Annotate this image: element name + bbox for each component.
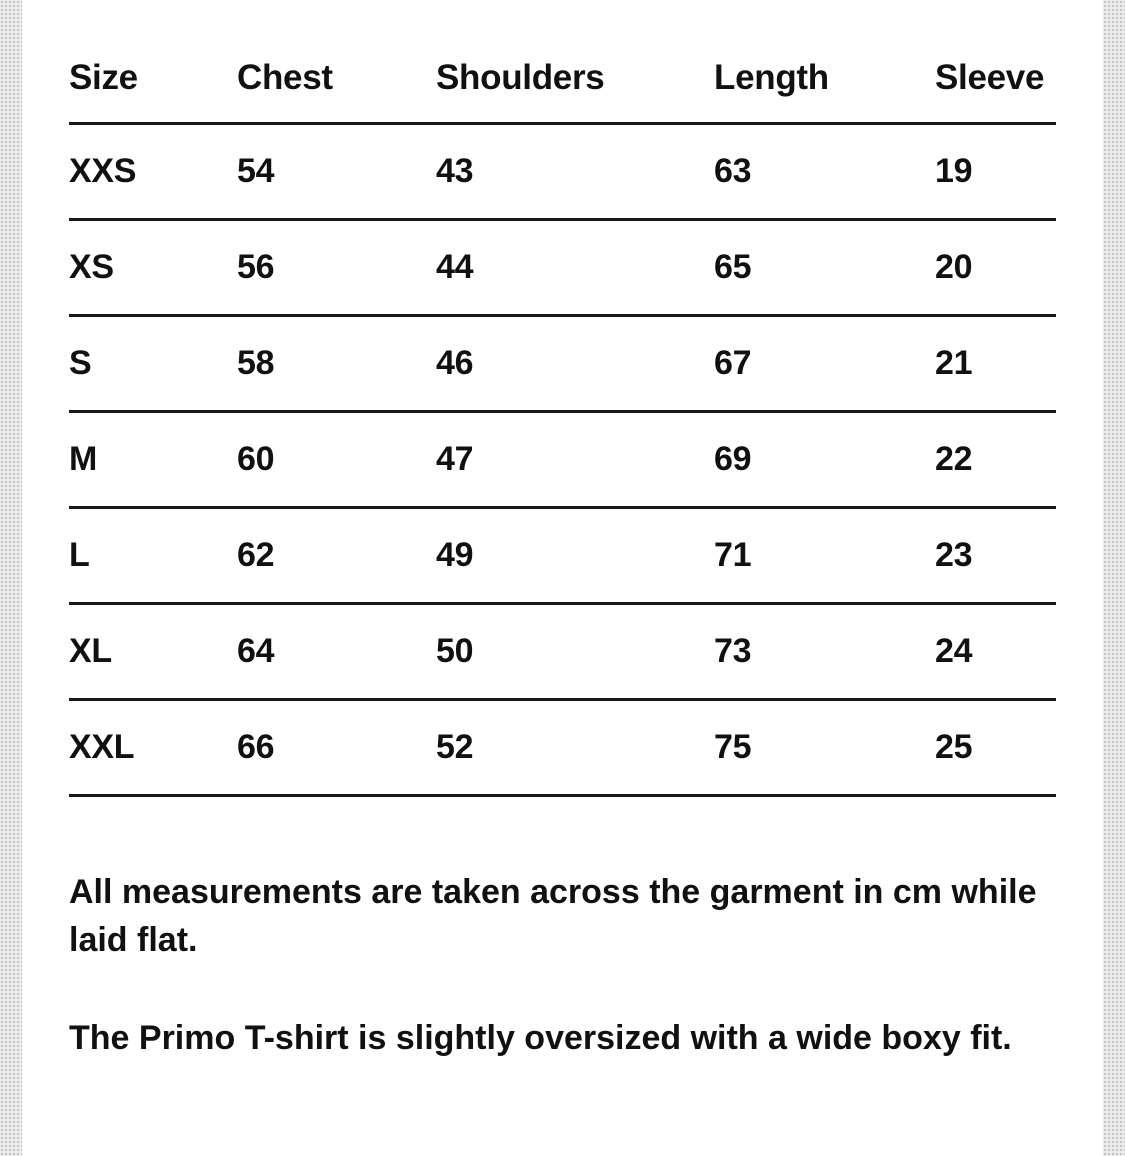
header-size: Size [69, 58, 138, 97]
size-table [69, 30, 1056, 797]
cell-length: 65 [714, 248, 752, 286]
cell-chest: 54 [237, 152, 275, 190]
dotted-margin-right [1103, 0, 1125, 1156]
size-notes [69, 868, 1059, 1112]
cell-length: 71 [714, 536, 752, 574]
cell-shoulders: 49 [436, 536, 474, 574]
table-header-row [69, 30, 1056, 125]
table-row-xs [69, 221, 1056, 317]
cell-sleeve: 21 [935, 344, 973, 382]
header-chest: Chest [237, 58, 333, 97]
cell-chest: 60 [237, 440, 275, 478]
table-row-l [69, 509, 1056, 605]
table-row-xxl [69, 701, 1056, 797]
cell-size: XS [69, 248, 114, 286]
cell-chest: 64 [237, 632, 275, 670]
header-length: Length [714, 58, 829, 97]
table-row-m [69, 413, 1056, 509]
cell-sleeve: 23 [935, 536, 973, 574]
cell-chest: 62 [237, 536, 275, 574]
cell-length: 75 [714, 728, 752, 766]
cell-length: 69 [714, 440, 752, 478]
cell-shoulders: 46 [436, 344, 474, 382]
fit-note: The Primo T-shirt is slightly oversized with a wide boxy fit. [69, 1019, 1012, 1057]
cell-length: 73 [714, 632, 752, 670]
cell-length: 63 [714, 152, 752, 190]
measurement-note: All measurements are taken across the garment in cm while laid flat. [69, 873, 1037, 959]
table-row-xxs [69, 125, 1056, 221]
header-shoulders: Shoulders [436, 58, 605, 97]
cell-shoulders: 44 [436, 248, 474, 286]
size-guide-sheet [22, 0, 1103, 1156]
cell-shoulders: 50 [436, 632, 474, 670]
cell-sleeve: 25 [935, 728, 973, 766]
cell-size: XXS [69, 152, 137, 190]
cell-sleeve: 20 [935, 248, 973, 286]
cell-sleeve: 24 [935, 632, 973, 670]
cell-size: L [69, 536, 90, 574]
cell-shoulders: 52 [436, 728, 474, 766]
cell-chest: 58 [237, 344, 275, 382]
table-row-s [69, 317, 1056, 413]
cell-sleeve: 22 [935, 440, 973, 478]
cell-size: XXL [69, 728, 135, 766]
cell-chest: 66 [237, 728, 275, 766]
dotted-margin-left [0, 0, 22, 1156]
cell-size: XL [69, 632, 112, 670]
table-row-xl [69, 605, 1056, 701]
cell-chest: 56 [237, 248, 275, 286]
cell-length: 67 [714, 344, 752, 382]
cell-sleeve: 19 [935, 152, 973, 190]
cell-size: M [69, 440, 98, 478]
header-sleeve: Sleeve [935, 58, 1045, 97]
cell-shoulders: 43 [436, 152, 474, 190]
cell-size: S [69, 344, 92, 382]
cell-shoulders: 47 [436, 440, 474, 478]
